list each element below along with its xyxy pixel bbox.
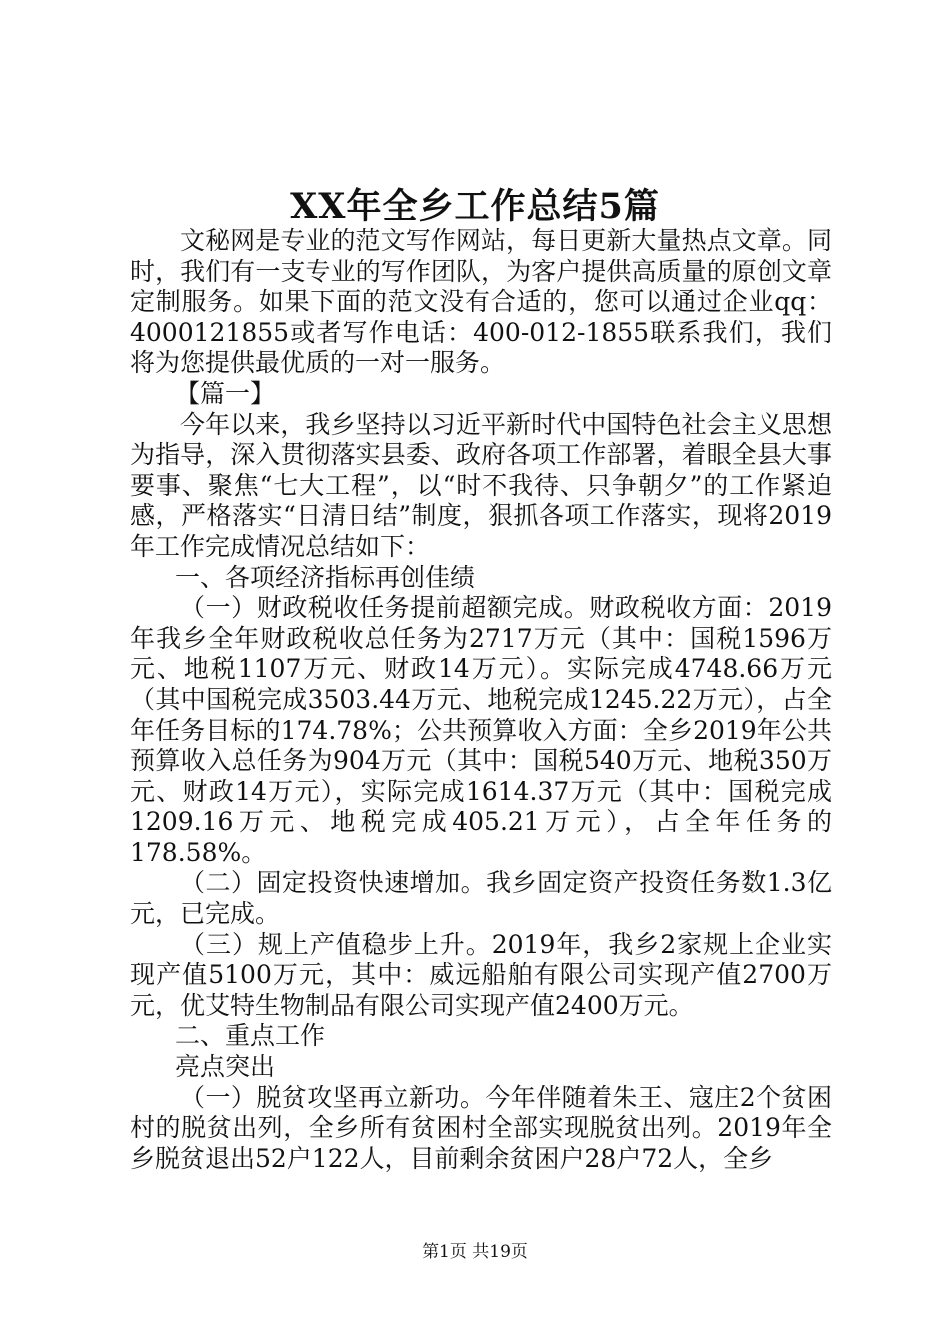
document-body <box>130 226 832 1174</box>
poverty-paragraph: （一）脱贫攻坚再立新功。今年伴随着朱王、寇庄2个贫困村的脱贫出列，全乡所有贫困村全部实现脱贫出列。2019年全乡脱贫退出52户122人，目前剩余贫困户28户72人，全乡 <box>130 1082 832 1173</box>
overview-paragraph: 今年以来，我乡坚持以习近平新时代中国特色社会主义思想为指导，深入贯彻落实县委、政府各项工作部署，着眼全县大事要事、聚焦“七大工程”，以“时不我待、只争朝夕”的工作紧迫感，严格落实“日清日结”制度，狠抓各项工作落实，现将2019年工作完成情况总结如下： <box>130 409 832 561</box>
page-footer: 第1页 共19页 <box>422 1242 528 1262</box>
intro-paragraph: 文秘网是专业的范文写作网站，每日更新大量热点文章。同时，我们有一支专业的写作团队，为客户提供高质量的原创文章定制服务。如果下面的范文没有合适的，您可以通过企业qq：4000121855或者写作电话：400-012-1855联系我们，我们将为您提供最优质的一对一服务。 <box>130 226 832 378</box>
finance-paragraph: （一）财政税收任务提前超额完成。财政税收方面：2019年我乡全年财政税收总任务为2717万元（其中：国税1596万元、地税1107万元、财政14万元）。实际完成4748.66万元（其中国税完成3503.44万元、地税完成1245.22万元），占全年任务目标的174.78%；公共预算收入方面：全乡2019年公共预算收入总任务为904万元（其中：国税540万元、地税350万元、财政14万元），实际完成1614.37万元（其中：国税完成1209.16万元、地税完成405.21万元），占全年任务的178.58%。 <box>130 593 832 867</box>
section-subheading: 亮点突出 <box>175 1052 276 1082</box>
section-marker: 【篇一】 <box>175 378 276 408</box>
section-heading-1: 一、各项经济指标再创佳绩 <box>175 562 476 592</box>
section-heading-2: 二、重点工作 <box>175 1021 326 1051</box>
investment-paragraph: （二）固定投资快速增加。我乡固定资产投资任务数1.3亿元，已完成。 <box>130 868 832 929</box>
document-title: XX年全乡工作总结5篇 <box>290 186 660 227</box>
output-paragraph: （三）规上产值稳步上升。2019年，我乡2家规上企业实现产值5100万元，其中：威远船舶有限公司实现产值2700万元，优艾特生物制品有限公司实现产值2400万元。 <box>130 929 832 1020</box>
